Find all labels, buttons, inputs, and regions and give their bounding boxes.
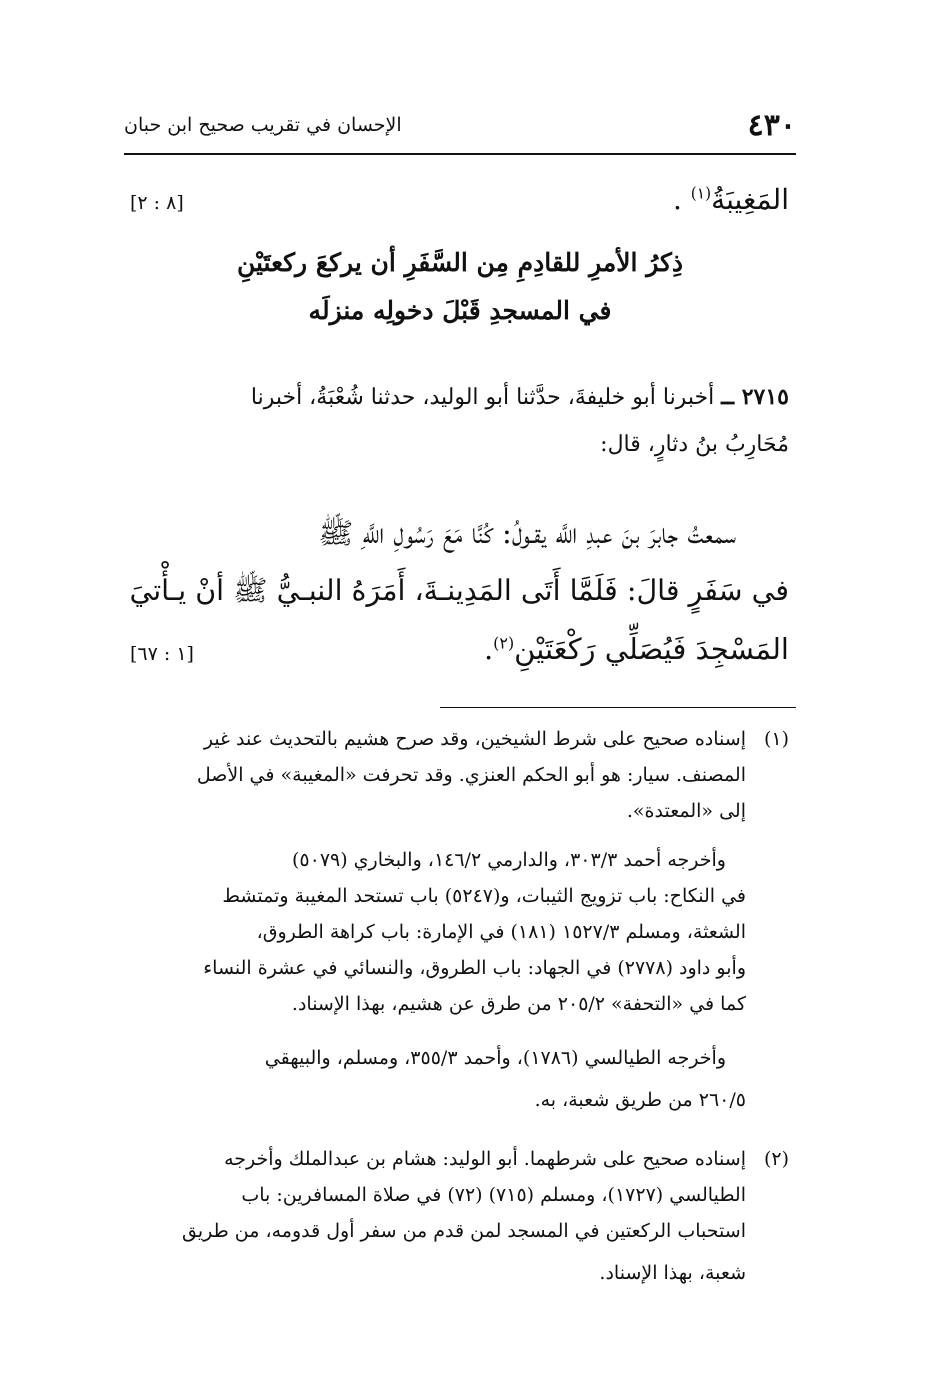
footnote-1-line: وأخرجه أحمد ٣٠٣/٣، والدارمي ١٤٦/٢، والبخاري (٥٠٧٩) <box>291 849 726 871</box>
isnad-line-2: مُحَارِبُ بنُ دثارٍ، قال: <box>600 432 789 457</box>
previous-end: . <box>672 183 691 216</box>
footnote-1-line: ٢٦٠/٥ من طريق شعبة، به. <box>534 1089 746 1111</box>
isnad-line-1 <box>251 384 789 410</box>
matn-text-3: المَسْجِدَ فَيُصَلِّي رَكْعَتَيْنِ <box>514 632 789 666</box>
footnote-1-line: الشعثة، ومسلم ١٥٢٧/٣ (١٨١) في الإمارة: باب كراهة الطروق، <box>256 921 746 943</box>
footnote-1-line: المصنف. سيار: هو أبو الحكم العنزي. وقد تحرفت «المغيبة» في الأصل <box>196 764 746 786</box>
previous-hadith-ending <box>673 183 789 216</box>
page-number: ٤٣٠ <box>747 108 796 143</box>
footnote-2-line: شعبة، بهذا الإسناد. <box>599 1262 746 1284</box>
header-rule <box>124 153 796 155</box>
footnote-1-line: وأبو داود (٢٧٧٨) في الجهاد: باب الطروق، والنسائي في عشرة النساء <box>203 957 746 979</box>
hadith-number: ٢٧١٥ ــ <box>721 384 789 410</box>
footnote-marker: (١) <box>690 184 712 203</box>
page-header <box>124 108 796 152</box>
footnote-2-line: إسناده صحيح على شرطهما. أبو الوليد: هشام بن عبدالملك وأخرجه <box>224 1148 746 1170</box>
isnad-text-1: أخبرنا أبو خليفةَ، حدَّثنا أبو الوليد، حدثنا شُعْبَةُ، أخبرنا <box>250 385 722 410</box>
footnote-separator <box>440 707 796 708</box>
footnote-1-number: (١) <box>763 728 789 750</box>
footnote-1-line: في النكاح: باب تزويج الثيبات، و(٥٢٤٧) باب تستحد المغيبة وتمتشط <box>222 885 746 907</box>
previous-reference: [٨ : ٢] <box>130 192 184 214</box>
matn-end: . <box>483 632 494 666</box>
running-title: الإحسان في تقريب صحيح ابن حبان <box>124 114 402 136</box>
footnote-1-line: كما في «التحفة» ٢٠٥/٢ من طرق عن هشيم، بهذا الإسناد. <box>291 993 746 1015</box>
footnote-1-line: إسناده صحيح على شرط الشيخين، وقد صرح هشيم بالتحديث عند غير <box>203 728 746 750</box>
matn-line-1: سمعتُ جابرَ بنَ عبدِ اللَّه يقـولُ: كُنَّا مَعَ رَسُولِ اللَّهِ ﷺ <box>318 516 736 550</box>
footnote-1-line: إلى «المعتدة». <box>626 800 746 822</box>
footnote-1-line: وأخرجه الطيالسي (١٧٨٦)، وأحمد ٣٥٥/٣، ومسلم، والبيهقي <box>264 1047 726 1069</box>
hadith-reference: [١ : ٦٧] <box>130 643 194 665</box>
matn-line-2: في سَفَرٍ قالَ: فَلَمَّا أَتَى المَدِينـةَ، أَمَرَهُ النبـيُّ ﷺ أنْ يـأْتيَ <box>129 574 789 607</box>
footnote-marker: (٢) <box>493 633 515 653</box>
chapter-title-line-2: في المسجدِ قَبْلَ دخولِه منزلَه <box>308 296 612 325</box>
matn-line-3 <box>484 632 789 666</box>
footnote-2-line: استحباب الركعتين في المسجد لمن قدم من سفر أول قدومه، من طريق <box>182 1220 746 1242</box>
footnote-2-number: (٢) <box>763 1148 789 1170</box>
chapter-title-line-1: ذِكرُ الأمرِ للقادِمِ مِن السَّفَرِ أن يركعَ ركعتَيْنِ <box>236 248 684 277</box>
footnote-2-line: الطيالسي (١٧٢٧)، ومسلم (٧١٥) (٧٢) في صلاة المسافرين: باب <box>241 1184 746 1206</box>
previous-text: المَغِيبَةُ <box>711 183 789 216</box>
